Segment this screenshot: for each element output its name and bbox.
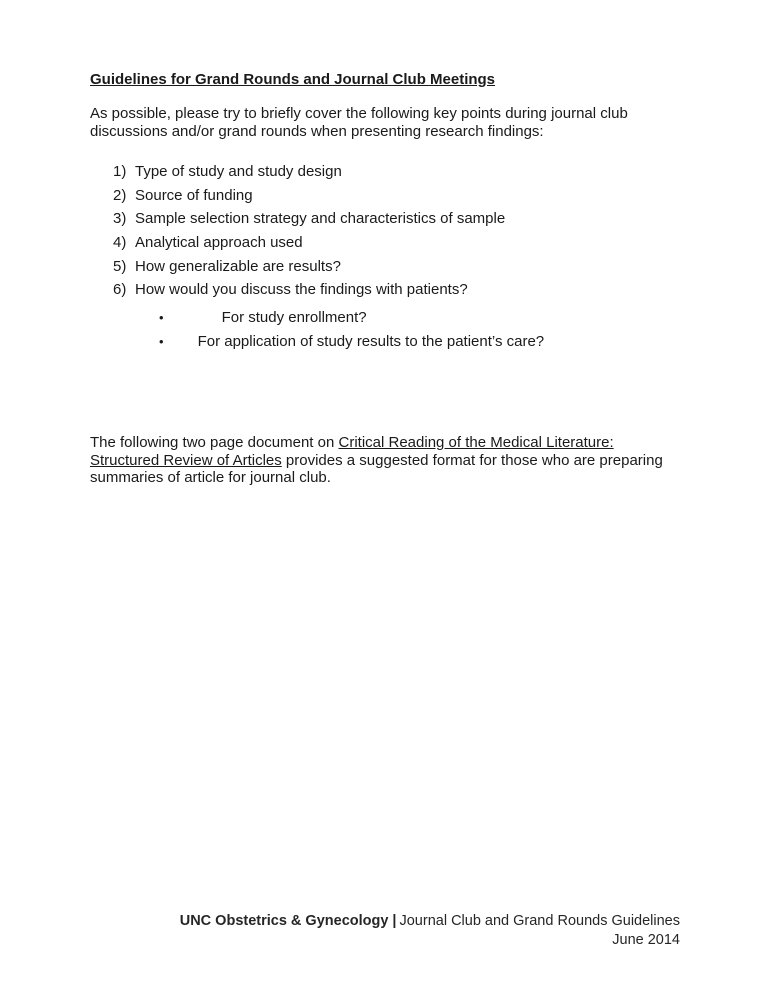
closing-text-after: provides a suggested format for those who are preparing summaries of article for journal club. <box>90 451 663 487</box>
list-item-number: 1) <box>113 163 127 180</box>
footer-date: June 2014 <box>612 931 680 948</box>
list-item-number: 6) <box>113 281 127 299</box>
list-item <box>113 234 680 251</box>
list-item <box>113 281 680 298</box>
intro-paragraph: As possible, please try to briefly cover the following key points during journal club discussions and/or grand rounds when presenting research findings: <box>90 105 628 140</box>
closing-paragraph <box>90 434 680 487</box>
list-item <box>113 187 680 204</box>
list-item-number: 3) <box>113 210 127 228</box>
footer-separator: | <box>392 913 397 929</box>
bullet-item <box>159 309 680 326</box>
list-item-text: Sample selection strategy and characteristics of sample <box>135 210 506 228</box>
footer-doc-title: Journal Club and Grand Rounds Guidelines <box>399 913 680 929</box>
page-footer <box>90 912 680 949</box>
list-item <box>113 163 680 180</box>
sub-bullet-list <box>113 309 680 350</box>
list-item-text: How generalizable are results? <box>135 257 341 275</box>
footer-organization: UNC Obstetrics & Gynecology <box>179 913 389 929</box>
document-title: Guidelines for Grand Rounds and Journal Club Meetings <box>90 71 496 88</box>
list-item-number: 4) <box>113 234 127 252</box>
list-item-number: 2) <box>113 186 127 204</box>
numbered-list <box>90 163 680 350</box>
list-item-text: Source of funding <box>135 186 253 204</box>
closing-text-before: The following two page document on <box>90 434 339 452</box>
list-item-number: 5) <box>113 257 127 275</box>
list-item-text: How would you discuss the findings with patients? <box>135 281 468 299</box>
list-item-text: Analytical approach used <box>135 234 303 252</box>
bullet-icon: • <box>159 310 164 326</box>
list-item <box>113 210 680 227</box>
list-item <box>113 258 680 275</box>
bullet-item-text: For application of study results to the patient’s care? <box>197 333 545 351</box>
list-item-text: Type of study and study design <box>135 163 342 180</box>
bullet-icon: • <box>159 334 164 350</box>
referenced-document-title: Critical Reading of the Medical Literature: Structured Review of Articles <box>90 434 614 469</box>
bullet-item <box>159 333 680 350</box>
bullet-item-text: For study enrollment? <box>221 309 367 327</box>
footer-line <box>90 912 680 931</box>
document-body <box>90 0 680 487</box>
